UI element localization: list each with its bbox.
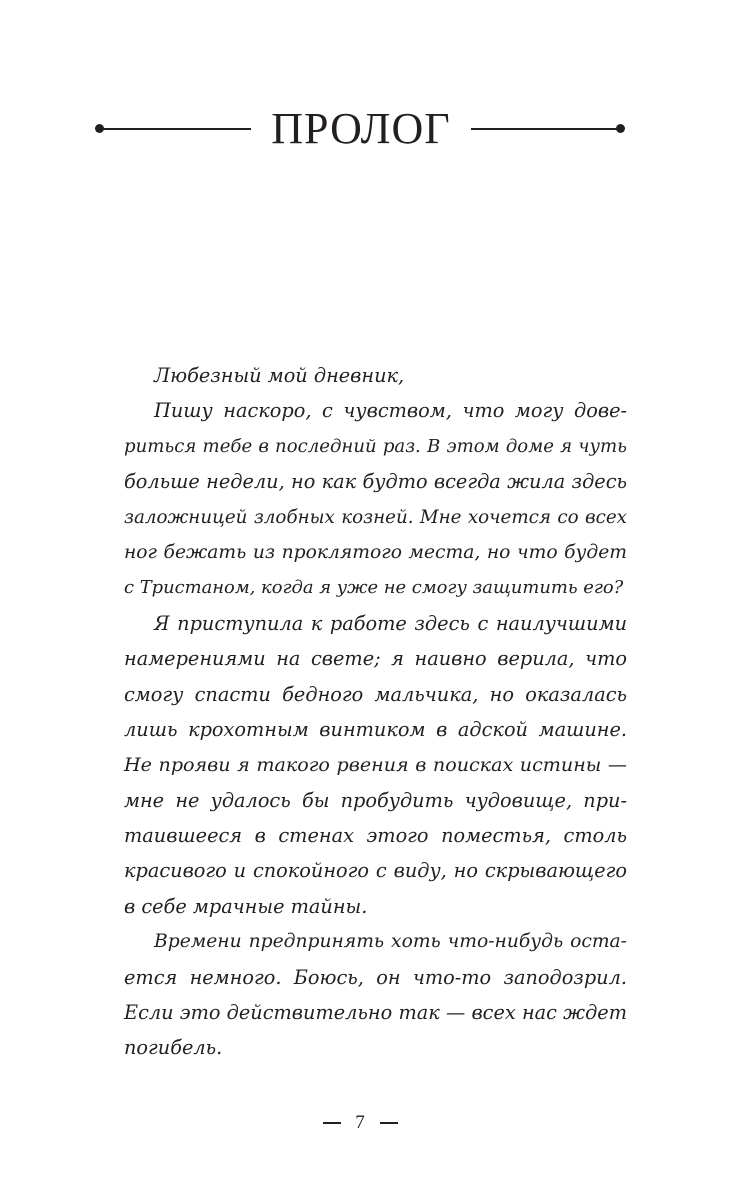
ornament-rule-left [99, 128, 251, 130]
page-footer [322, 1110, 398, 1136]
letter-salutation: Любезный мой дневник, [154, 364, 405, 387]
chapter-heading [95, 100, 627, 160]
letter-line: ется немного. Боюсь, он что-то заподозрил. [124, 965, 627, 989]
letter-line: Не прояви я такого рвения в поисках истины — [124, 753, 627, 777]
letter-line: смогу спасти бедного мальчика, но оказалась [124, 682, 627, 706]
diary-letter [124, 358, 627, 1066]
letter-line: с Тристаном, когда я уже не смогу защитить его? [124, 577, 624, 599]
chapter-title: ПРОЛОГ [271, 104, 451, 153]
letter-line: красивого и спокойного с виду, но скрывающего [124, 859, 627, 883]
letter-line: риться тебе в последний раз. В этом доме я чуть [124, 435, 627, 457]
page-number: 7 [355, 1112, 365, 1133]
ornament-dot-right [616, 124, 625, 133]
letter-line: Я приступила к работе здесь с наилучшими [154, 611, 627, 635]
letter-line: ног бежать из проклятого места, но что будет [124, 541, 627, 563]
folio-dash-left [323, 1122, 341, 1124]
letter-line: в себе мрачные тайны. [124, 894, 368, 918]
letter-line: заложницей злобных козней. Мне хочется со всех [124, 506, 627, 528]
letter-line: больше недели, но как будто всегда жила здесь [124, 470, 627, 494]
letter-line: погибель. [124, 1036, 223, 1060]
letter-line: лишь крохотным винтиком в адской машине. [124, 717, 627, 741]
letter-line: таившееся в стенах этого поместья, столь [124, 824, 627, 848]
letter-line: Пишу наскоро, с чувством, что могу дове- [154, 399, 627, 423]
letter-line: Времени предпринять хоть что-нибудь оста- [154, 931, 627, 953]
ornament-rule-right [471, 128, 619, 130]
letter-line: Если это действительно так — всех нас ждет [124, 1001, 627, 1025]
folio-dash-right [380, 1122, 398, 1124]
letter-line: намерениями на свете; я наивно верила, что [124, 647, 627, 671]
letter-line: мне не удалось бы пробудить чудовище, при- [124, 788, 627, 812]
